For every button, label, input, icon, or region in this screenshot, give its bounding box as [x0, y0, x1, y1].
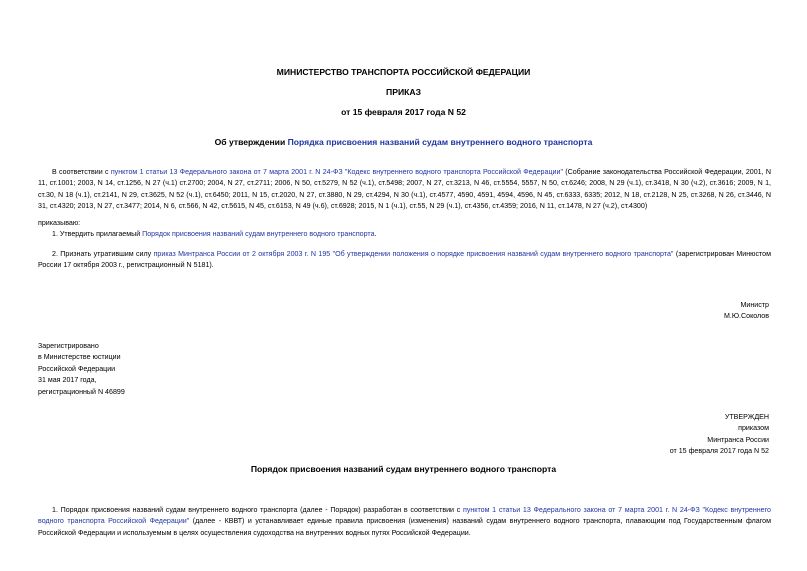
- item-1-prefix: 1. Утвердить прилагаемый: [52, 230, 143, 238]
- signature-title: Министр: [740, 301, 769, 309]
- date-number-heading: от 15 февраля 2017 года N 52: [341, 107, 466, 117]
- item-2-link[interactable]: приказ Минтранса России от 2 октября 2003 г. N 195 "Об утверждении положения о порядке присвоения названий судам внутреннего водного транспорта": [153, 250, 674, 258]
- approval-line: приказом: [738, 424, 769, 433]
- annex-p1-suffix: (далее - КВВТ) и устанавливает единые правила присвоения (изменения) названий судам внутреннего водного транспорта, плавающим под Государственным флагом Российской Федерации и используемым в целях осуществления судоходства на внутренних водных путях Российской Федерации.: [38, 517, 772, 537]
- signature-block: [724, 300, 769, 323]
- item-1-suffix: .: [374, 230, 377, 238]
- item-2: [38, 249, 771, 272]
- preamble-law-link[interactable]: пунктом 1 статьи 13 Федерального закона от 7 марта 2001 г. N 24-ФЗ "Кодекс внутреннего водного транспорта Российской Федерации": [110, 168, 563, 176]
- approval-line: от 15 февраля 2017 года N 52: [669, 447, 769, 456]
- annex-p1-link[interactable]: пунктом 1 статьи 13 Федерального закона от 7 марта 2001 г. N 24-ФЗ "Кодекс внутреннего водного транспорта Российской Федерации": [38, 506, 772, 526]
- item-2-suffix: (зарегистрирован Минюстом России 17 октября 2003 г., регистрационный N 5181).: [38, 250, 771, 270]
- approval-block: [670, 412, 769, 458]
- item-1-link[interactable]: Порядок присвоения названий судам внутреннего водного транспорта: [142, 230, 375, 238]
- registration-line: 31 мая 2017 года,: [38, 376, 97, 385]
- doc-type-heading: ПРИКАЗ: [386, 87, 421, 97]
- item-2-prefix: 2. Признать утратившим силу: [52, 250, 154, 258]
- annex-title: Порядок присвоения названий судам внутреннего водного транспорта: [250, 464, 557, 474]
- signature-name: М.Ю.Соколов: [724, 312, 769, 321]
- subject-prefix: Об утверждении: [214, 137, 288, 147]
- item-1: [38, 229, 771, 240]
- annex-p1-prefix: 1. Порядок присвоения названий судам внутреннего водного транспорта (далее - Порядок) разработан в соответствии с: [52, 506, 463, 514]
- registration-line: Российской Федерации: [38, 364, 116, 373]
- ministry-heading: МИНИСТЕРСТВО ТРАНСПОРТА РОССИЙСКОЙ ФЕДЕРАЦИИ: [276, 67, 531, 77]
- registration-line: Зарегистрировано: [38, 342, 99, 350]
- order-word: приказываю:: [38, 219, 81, 227]
- approval-line: УТВЕРЖДЕН: [724, 413, 769, 421]
- registration-line: регистрационный N 46899: [38, 387, 125, 396]
- approval-line: Минтранса России: [707, 435, 769, 444]
- subject-link[interactable]: Порядка присвоения названий судам внутреннего водного транспорта: [287, 137, 593, 147]
- subject-heading: [0, 137, 807, 148]
- preamble-paragraph: [38, 167, 771, 213]
- registration-block: [38, 341, 125, 398]
- preamble-suffix: (Собрание законодательства Российской Федерации, 2001, N 11, ст.1001; 2003, N 14, ст.1256, N 27 (ч.1) ст.2700; 2004, N 27, ст.2711; 2006, N 50, ст.5279, N 52 (ч.1), ст.5498; 2007, N 27, ст.3213, N 46, ст.5554, 5557, N 50, ст.6246; 2008, N 29 (ч.1), ст.3418, N 30 (ч.2), ст.3616; 2009, N 1, ст.30, N 18 (ч.1), ст.2141, N 29, ст.3625, N 52 (ч.1), ст.6450; 2011, N 15, ст.2020, N 27, ст.3880, N 29, ст.4294, N 30 (ч.1), ст.4577, 4590, 4591, 4594, 4596, N 45, ст.6333, 6335; 2012, N 18, ст.2128, N 25, ст.3268, N 26, ст.3446, N 31, ст.4320; 2013, N 27, ст.3477; 2014, N 6, ст.566, N 42, ст.5615, N 45, ст.6153, N 49 (ч.6), ст.6928; 2015, N 1 (ч.1), ст.55, N 29 (ч.1), ст.4356, ст.4359; 2016, N 11, ст.1478, N 27 (ч.2), ст.4300): [38, 168, 772, 211]
- preamble-prefix: В соответствии с: [52, 168, 111, 176]
- registration-line: в Министерстве юстиции: [38, 353, 121, 362]
- annex-paragraph-1: [38, 505, 771, 539]
